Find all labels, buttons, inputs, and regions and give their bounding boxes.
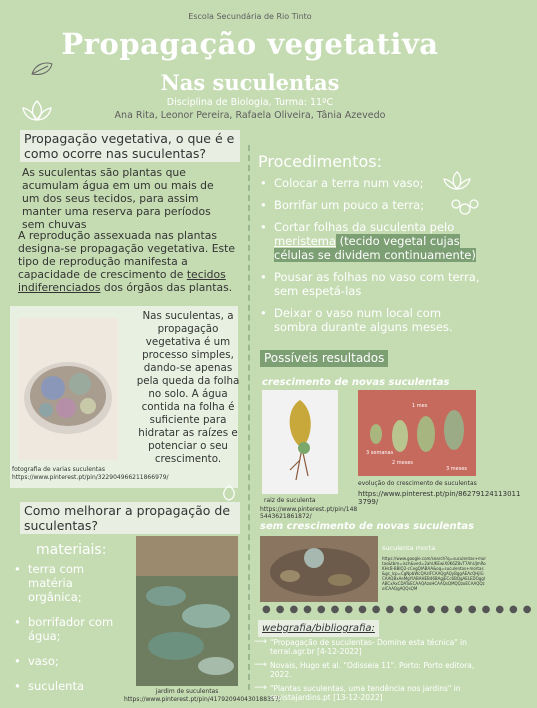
column-divider	[248, 145, 250, 690]
procedure-step: • Borrifar um pouco a terra;	[260, 198, 480, 212]
procedure-step: • Deixar o vaso num local com sombra durante alguns meses.	[260, 306, 480, 334]
section1-para2: A reprodução assexuada nas plantas designa-se propagação vegetativa. Este tipo de reprodução manifesta a capacidade de crescimento de tecidos indiferenciados dos órgãos das plantas.	[18, 229, 236, 294]
procedures-list	[260, 176, 480, 342]
reference-item: ⟶ "Propagação de suculentas- Domine esta técnica" in terral.agr.br [4-12-2022]	[254, 638, 490, 656]
evolution-url: https://www.pinterest.pt/pin/86279124113011 3799/	[358, 490, 521, 506]
label-3semanas: 3 semanas	[366, 450, 394, 456]
section1-para1: As suculentas são plantas que acumulam água em um ou mais de um dos seus tecidos, para assim manter uma reserva para períodos sem chuvas	[22, 166, 214, 231]
lotus-icon	[20, 98, 54, 124]
material-item: • suculenta	[14, 679, 124, 693]
garden-url: https://www.pinterest.pt/pin/417920940430188357/	[124, 696, 281, 703]
leaf-icon	[218, 484, 240, 502]
garden-caption: jardim de suculentas	[155, 688, 219, 695]
procedure-step: • Pousar as folhas no vaso com terra, sem espetá-las	[260, 270, 480, 298]
materials-list	[14, 562, 124, 701]
root-url: https://www.pinterest.pt/pin/148 5443621861872/	[260, 506, 358, 520]
label-2meses: 2 meses	[392, 460, 414, 466]
section2-heading: Como melhorar a propagação de suculentas?	[20, 502, 240, 534]
succulent-bowl-photo	[18, 318, 118, 460]
procedure-step: • Cortar folhas da suculenta pelo meristema (tecido vegetal cujas células se dividem continuamente)	[260, 220, 480, 262]
section1-heading: Propagação vegetativa, o que é e como ocorre nas suculentas?	[20, 130, 240, 162]
page-title: Propagação vegetativa	[61, 27, 439, 61]
discipline: Disciplina de Biologia, Turma: 11ºC	[166, 97, 334, 108]
dead-url: https://www.google.com/search?q=suculentas+mortas&tbm=isch&ved=2ahUKEwiX0K6Z8vT7AhUJmRoKHcB-BBIQ2-cCegQIABAA&oq=suculentas+mortas&gs_lcp=CgNpbWcQAzIFCAAQgAQyBggAEAcQHjIGCAAQBxAeMgYIABAHEB46BAgjECc6BQgAELEDOggIABCxAxCDAToECAAQAzoHCAAQsQMQQzoECAAQQzoICAAQgAQQsQM	[382, 556, 486, 591]
reference-item: ⟶ "Plantas suculentas, uma tendência nos jardins" in revistajardins.pt [13-12-2022]	[254, 684, 490, 702]
growth-title: crescimento de novas suculentas	[262, 377, 450, 388]
material-item: • borrifador com água;	[14, 615, 124, 643]
materials-title: materiais:	[36, 542, 107, 558]
photo-url: https://www.pinterest.pt/pin/322904966211866979/	[12, 474, 169, 481]
root-caption: raiz de suculenta	[264, 497, 316, 504]
material-item: • terra com matéria orgânica;	[14, 562, 124, 604]
references-title: webgrafia/bibliografia:	[258, 620, 379, 637]
school-name: Escola Secundária de Rio Tinto	[188, 12, 312, 21]
leaf-icon	[30, 60, 54, 78]
dots-divider: ●●●●●●●●●●●●●●●●●●●●	[262, 604, 537, 615]
info-box-text: Nas suculentas, a propagação vegetativa é um processo simples, dando-se apenas pela queda da folha no solo. A água contida na folha é suficiente para hidratar as raízes e potenciar o seu crescimento.	[136, 310, 240, 465]
material-item: • vaso;	[14, 654, 124, 668]
photo-caption: fotografia de varias suculentas	[12, 466, 105, 473]
succulent-root-photo	[262, 390, 338, 494]
nogrowth-title: sem crescimento de novas suculentas	[260, 521, 475, 532]
label-3meses: 3 meses	[446, 466, 468, 472]
references-list	[254, 638, 490, 707]
succulent-garden-photo	[136, 536, 238, 686]
page-subtitle: Nas suculentas	[160, 70, 340, 95]
results-title: Possíveis resultados	[260, 350, 388, 367]
authors: Ana Rita, Leonor Pereira, Rafaela Oliveira, Tânia Azevedo	[114, 110, 386, 121]
procedure-step: • Colocar a terra num vaso;	[260, 176, 480, 190]
label-1mes: 1 mes	[412, 403, 428, 409]
evolution-caption: evolução do crescimento de suculentas	[358, 480, 477, 487]
reference-item: ⟶ Novais, Hugo et al. "Odisseia 11". Porto: Porto editora, 2022.	[254, 661, 490, 679]
dead-succulent-photo	[260, 536, 378, 602]
dead-caption: suculenta morta	[382, 544, 436, 552]
procedures-title: Procedimentos:	[258, 152, 382, 171]
